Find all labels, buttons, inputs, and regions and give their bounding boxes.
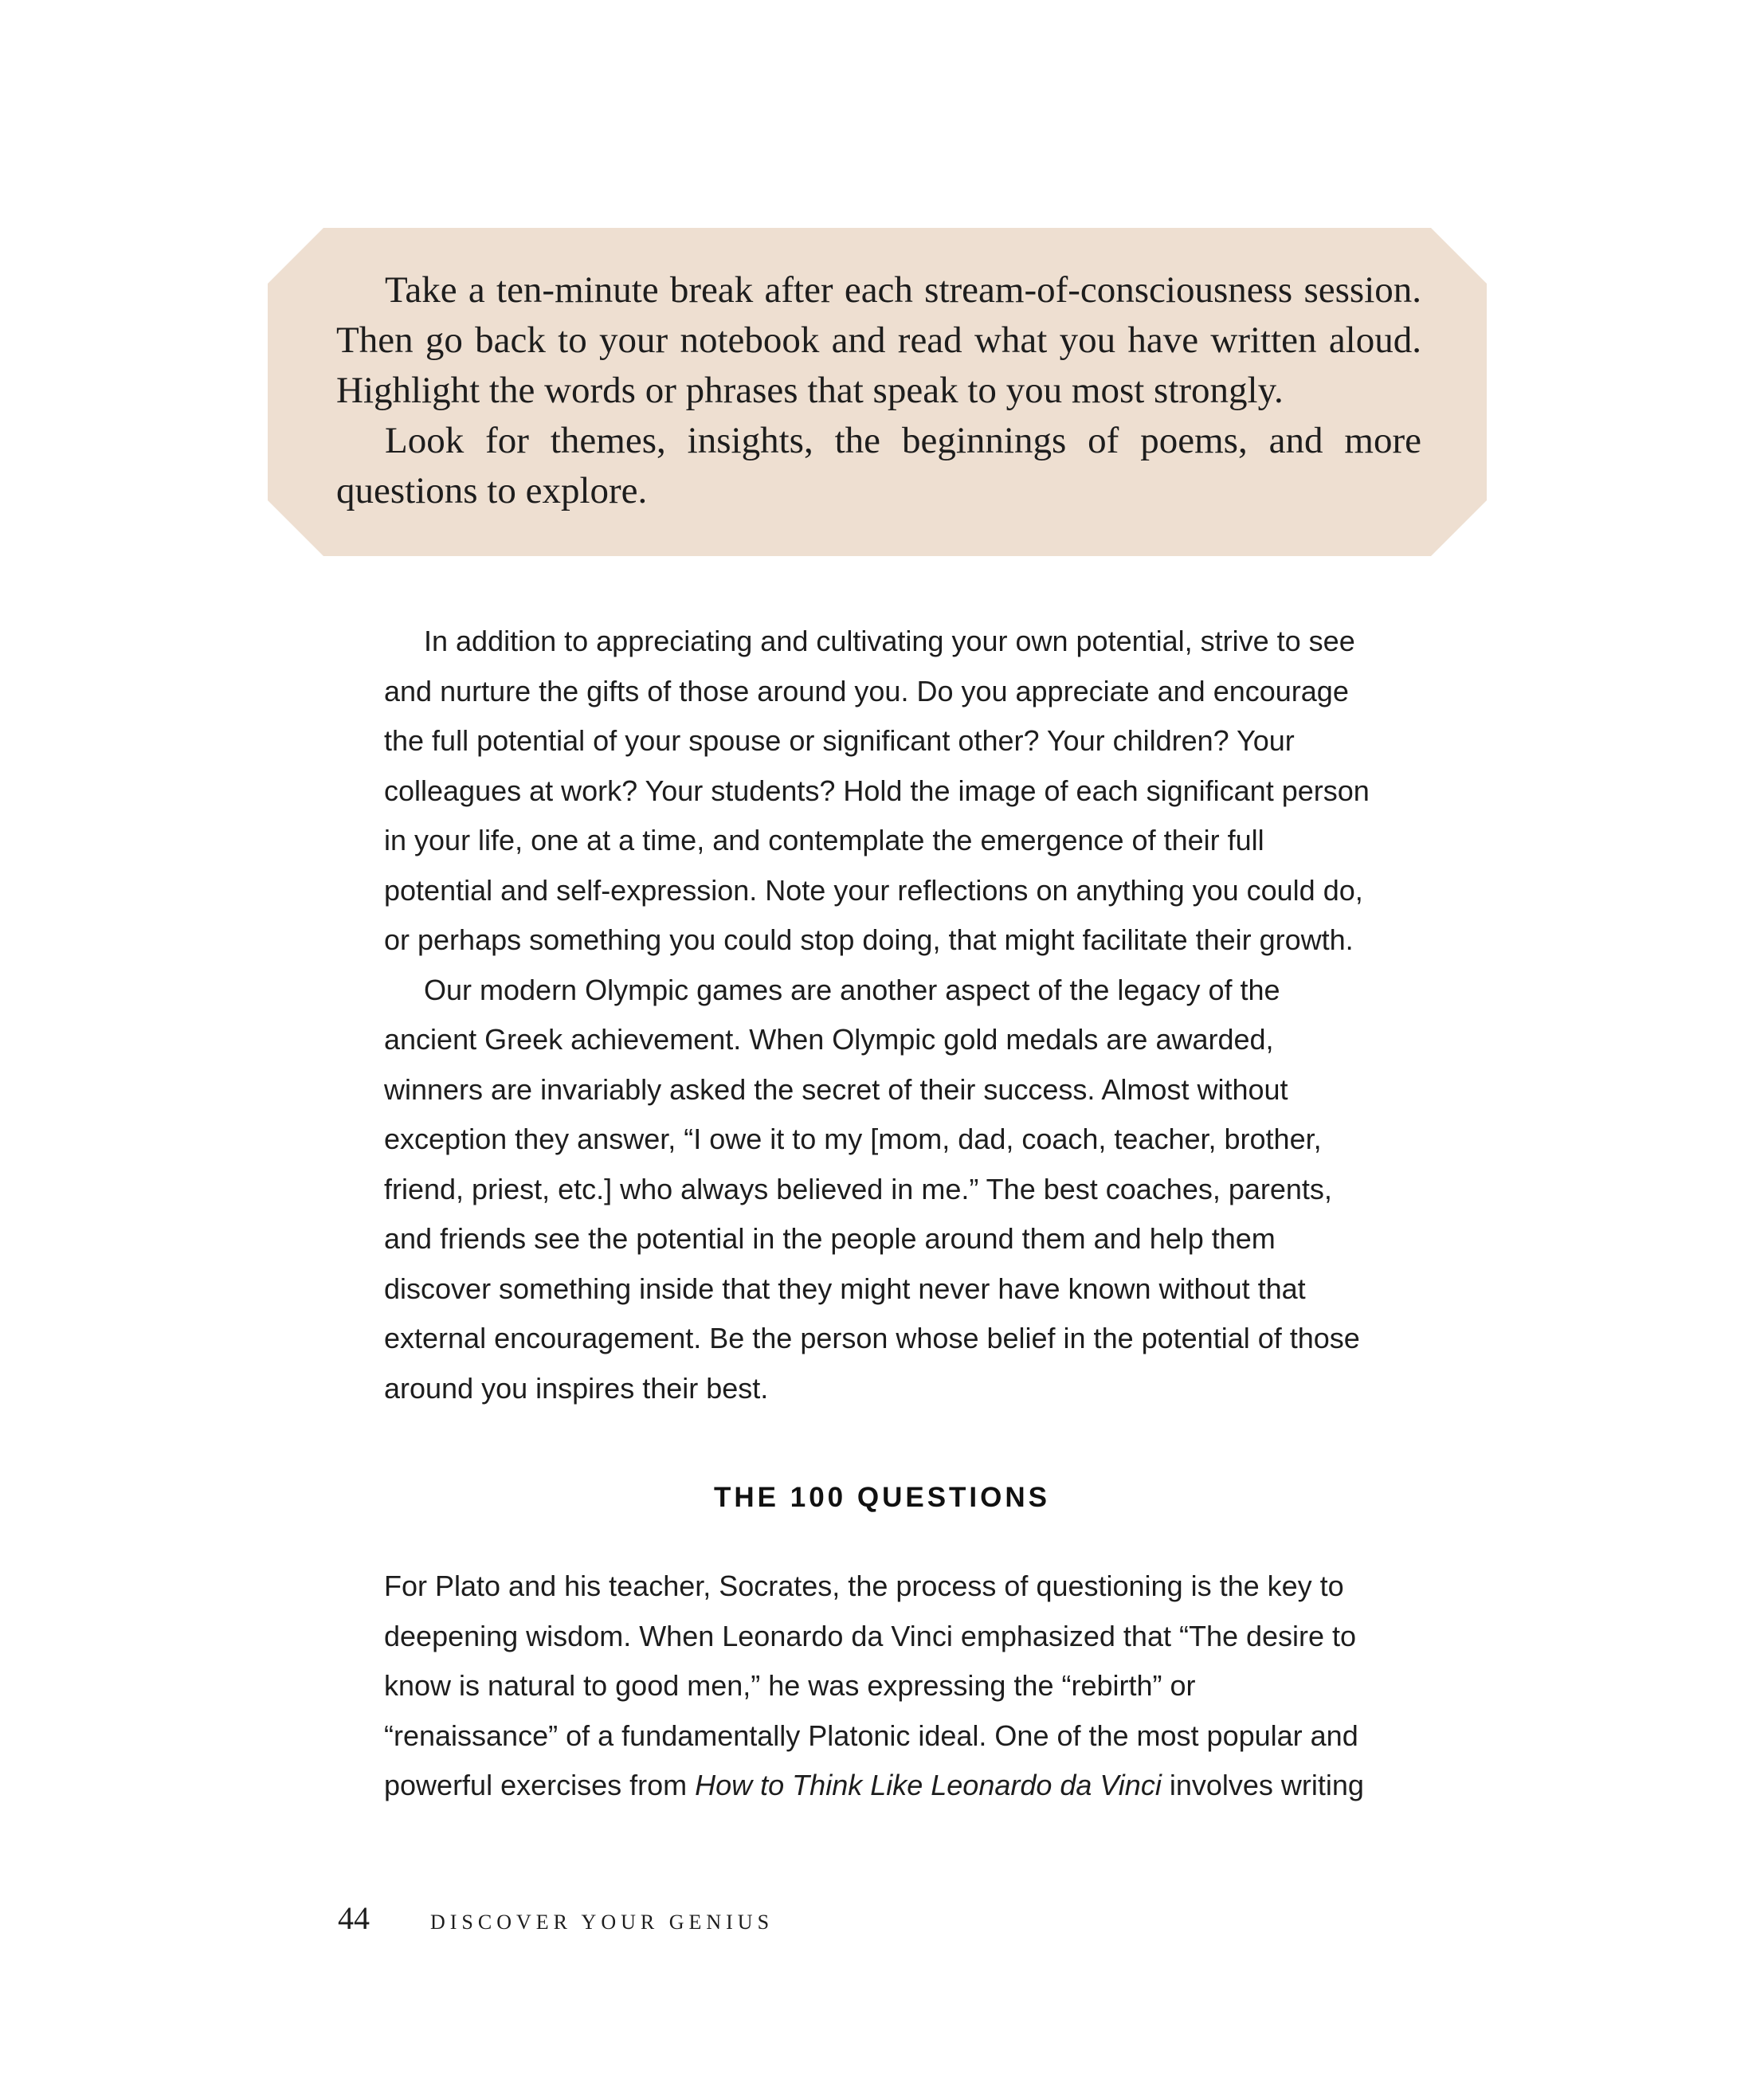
body-paragraph: In addition to appreciating and cultivating your own potential, strive to see and nurture the gifts of those around you. Do you appreciate and encourage the full potential of your spouse or significant other? Your children? Your colleagues at work? Your students? Hold the image of each significant person in your life, one at a time, and contemplate the emergence of their full potential and self-expression. Note your reflections on anything you could do, or perhaps something you could stop doing, that might facilitate their growth. (384, 625, 1370, 956)
callout-text (336, 265, 1421, 516)
section-paragraph-start: For Plato and his teacher, Socrates, the process of questioning is the key to deepening wisdom. When Leonardo da Vinci emphasized that “The desire to know is natural to good men,” he was expressing the “rebirth” or “renaissance” of a fundamentally Platonic ideal. One of the most popular and powerful exercises from (384, 1570, 1358, 1801)
section-heading: THE 100 QUESTIONS (714, 1482, 1050, 1513)
section-body (384, 1562, 1372, 1811)
page-footer (338, 1899, 774, 1939)
section-paragraph (384, 1562, 1372, 1811)
book-title: How to Think Like Leonardo da Vinci (695, 1769, 1162, 1801)
page-number: 44 (338, 1900, 370, 1936)
body-text (384, 617, 1372, 1413)
body-paragraph: Our modern Olympic games are another aspect of the legacy of the ancient Greek achievement. When Olympic gold medals are awarded, winners are invariably asked the secret of their success. Almost without exception they answer, “I owe it to my [mom, dad, coach, teacher, brother, friend, priest, etc.] who always believed in me.” The best coaches, parents, and friends see the potential in the people around them and help them discover something inside that they might never have known without that external encouragement. Be the person whose belief in the potential of those around you inspires their best. (384, 973, 1360, 1405)
callout-paragraph: Take a ten-minute break after each stream-of-consciousness session. Then go back to your notebook and read what you have written aloud. Highlight the words or phrases that speak to you most strongly. (336, 269, 1421, 411)
running-title: DISCOVER YOUR GENIUS (430, 1911, 774, 1934)
section-paragraph-end: involves writing (1161, 1769, 1364, 1801)
callout-paragraph: Look for themes, insights, the beginnings of poems, and more questions to explore. (336, 420, 1421, 511)
